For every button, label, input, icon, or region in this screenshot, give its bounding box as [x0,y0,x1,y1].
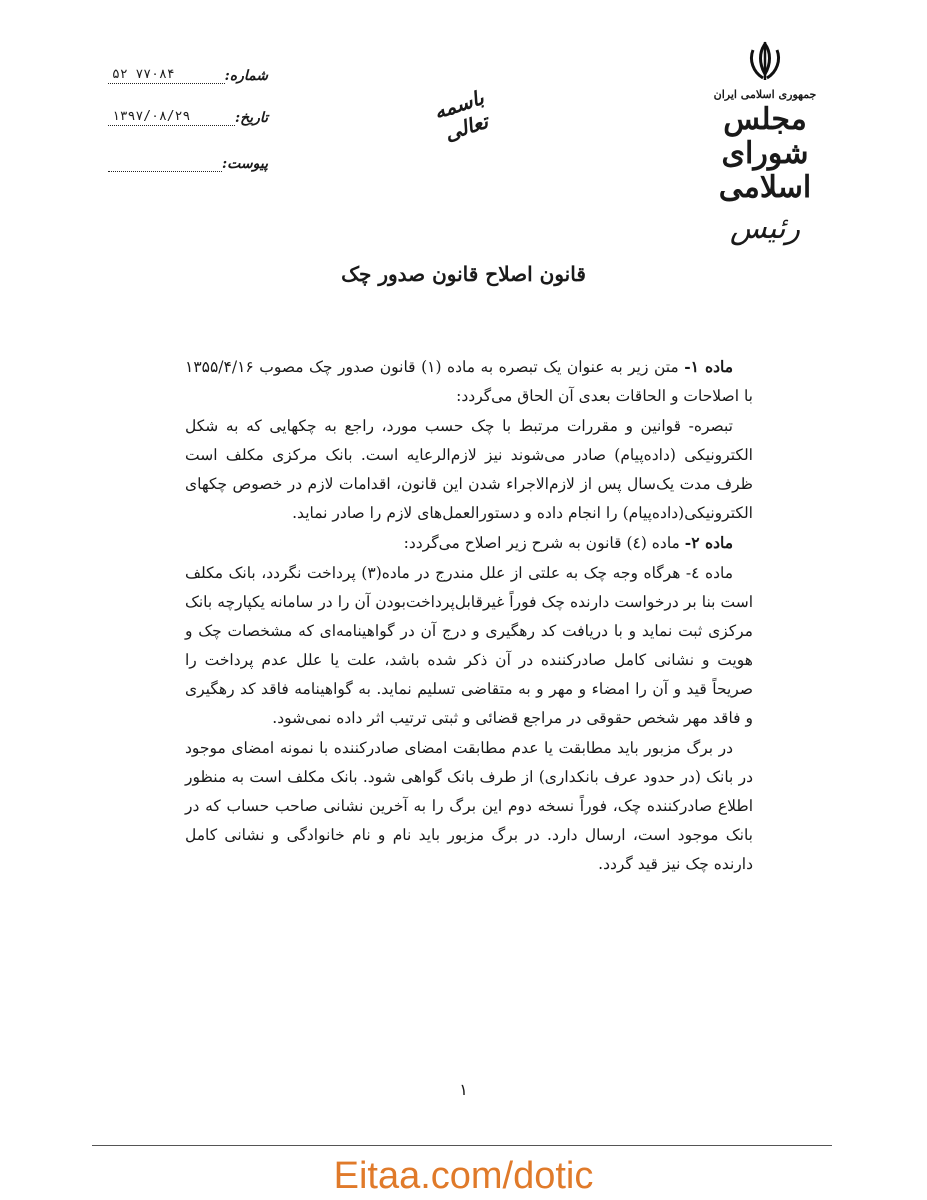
paragraph-text: ماده ٤- هرگاه وجه چک به علتی از علل مندرج در ماده(۳) پرداخت نگردد، بانک مکلف است بنا بر درخواست دارنده چک فوراً غیرقابل‌پرداخت‌بودن آن را در سامانه یکپارچه بانک مرکزی ثبت نماید و با دریافت کد رهگیری و درج آن در گواهینامه‌ای که مشخصات چک و هویت و نشانی کامل صادرکننده در آن ذکر شده باشد، علت یا علل عدم پرداخت را صریحاً قید و آن را امضاء و مهر و به متقاضی تسلیم نماید. به گواهینامه فاقد کد رهگیری و فاقد مهر شخص حقوقی در مراجع قضائی و ثبتی ترتیب اثر داده نمی‌شود. [185,564,753,727]
paragraph-text: تبصره- قوانین و مقررات مرتبط با چک حسب مورد، راجع به چکهایی که به شکل الکترونیکی (داده‌پیام) صادر می‌شوند نیز لازم‌الرعایه است. بانک مرکزی مکلف است ظرف مدت یک‌سال پس از لازم‌الاجراء شدن این قانون، اقدامات لازم در خصوص چکهای الکترونیکی(داده‌پیام) را انجام داده و دستورالعمل‌های لازم را صادر نماید. [185,417,753,522]
emblem-country-text: جمهوری اسلامی ایران [713,88,817,101]
watermark-text: Eitaa.com/dotic [333,1155,594,1197]
emblem-president-text: رئیس [729,211,801,246]
letter-date-row [108,104,268,126]
paragraph [185,733,753,879]
article-lead: ماده ۱- [684,357,734,376]
paragraph [185,528,753,558]
attachment-label: پیوست: [222,156,268,172]
footer-divider [92,1145,832,1146]
number-value: ۵۲ ۷۷۰۸۴ [108,67,225,84]
article-lead: ماده ۲- [684,533,733,552]
document-title: قانون اصلاح قانون صدور چک [341,262,586,286]
paragraph-text: ماده (٤) قانون به شرح زیر اصلاح می‌گردد: [403,534,685,552]
parliament-emblem [700,40,830,246]
date-value: ۱۳۹۷/۰۸/۲۹ [108,109,235,126]
paragraph [185,352,753,411]
attachment-value [108,170,222,172]
paragraph-text: متن زیر به عنوان یک تبصره به ماده (۱) قانون صدور چک مصوب ۱۳۵۵/۴/۱۶ با اصلاحات و الحاقات بعدی آن الحاق می‌گردد: [185,358,753,405]
paragraph [185,558,753,733]
page-number: ۱ [459,1080,468,1099]
paragraph [185,411,753,528]
date-label: تاریخ: [234,110,268,126]
document-body [185,352,753,879]
letter-number-row [108,62,268,84]
emblem-parliament-text: مجلس شورای اسلامی [718,102,812,205]
paragraph-text: در برگ مزبور باید مطابقت یا عدم مطابقت امضای صادرکننده با نمونه امضای موجود در بانک (در حدود عرف بانکداری) از طرف بانک گواهی شود. بانک مکلف است به منظور اطلاع صادرکننده چک، فوراً نسخه دوم این برگ را به آخرین نشانی صاحب حساب که در بانک موجود است، ارسال دارد. در برگ مزبور باید نام و نام خانوادگی و نشانی کامل دارنده چک نیز قید گردد. [185,739,753,873]
iran-emblem-icon [745,40,785,84]
basmala-heading: باسمه تعالی [430,85,491,146]
letter-attachment-row [108,150,268,172]
number-label: شماره: [224,68,268,84]
